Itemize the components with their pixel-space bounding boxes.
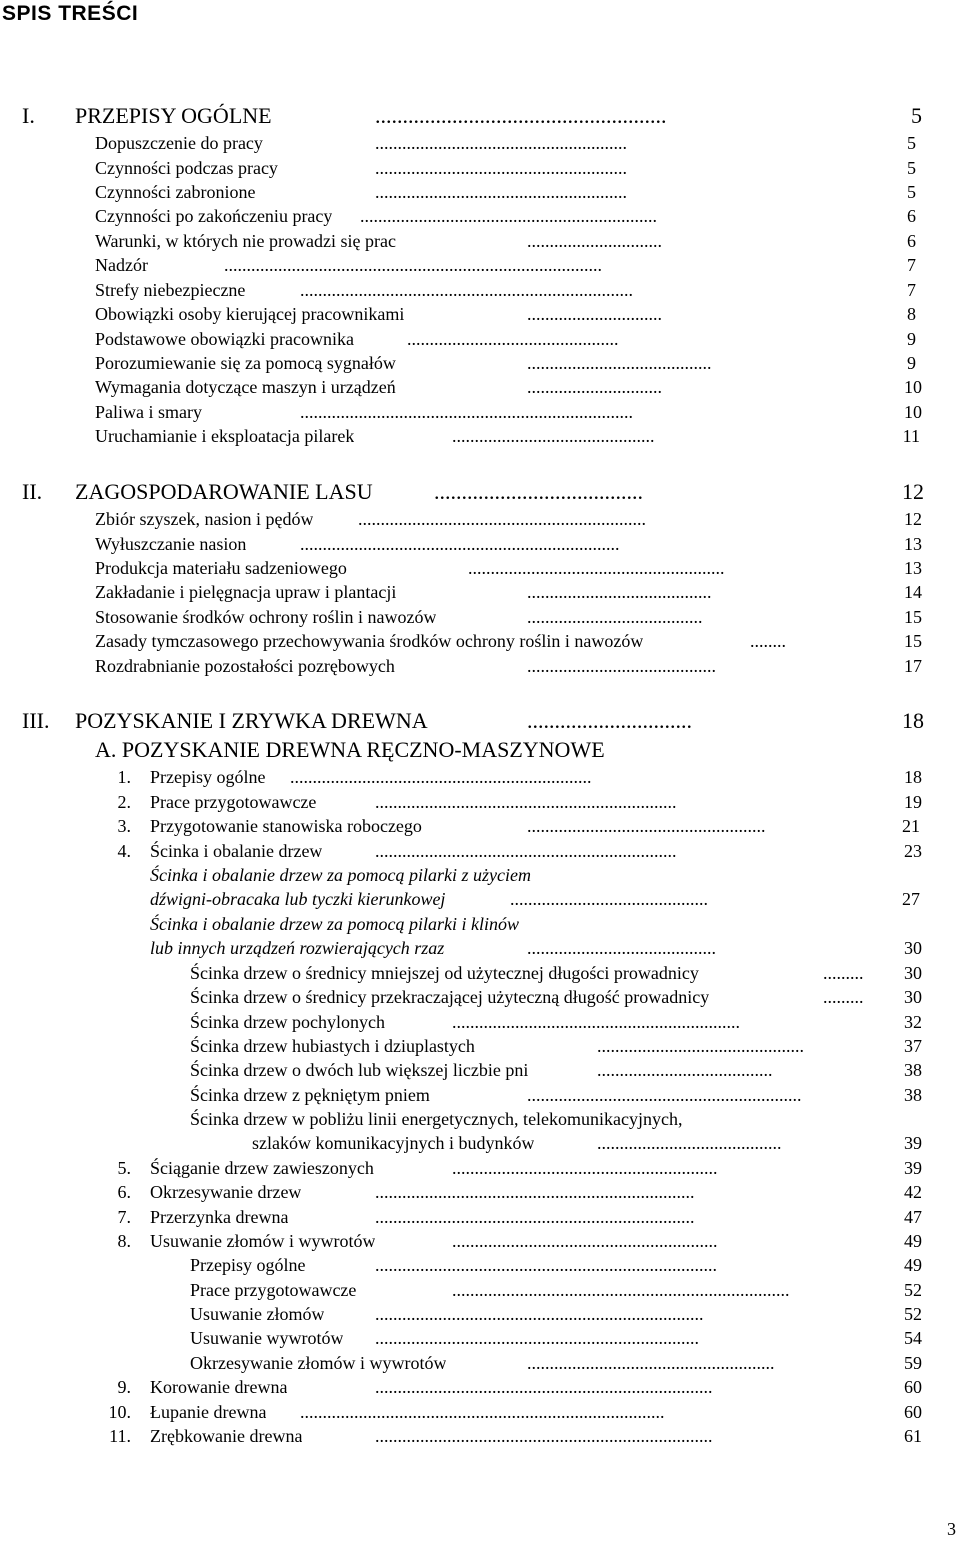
dot-leader: ......... [823,963,864,983]
item-number: 1. [117,767,131,787]
dot-leader: ................................................................................. [300,1402,665,1422]
toc-item[interactable] [0,605,960,629]
item-page: 6 [907,206,916,226]
item-label: Przerzynka drewna [150,1207,289,1227]
item-page: 9 [907,329,916,349]
item-page: 17 [904,656,922,676]
item-label: Czynności po zakończeniu pracy [95,206,333,226]
part-page: 18 [902,708,924,733]
item-label: Wyłuszczanie nasion [95,534,247,554]
dot-leader: ........................................................................... [452,1280,790,1300]
item-number: 5. [117,1158,131,1178]
dot-leader: ........ [750,631,786,651]
dot-leader: ....................................... [527,607,703,627]
dot-leader: .................................................................. [360,206,657,226]
item-page: 7 [907,280,916,300]
dot-leader: ......................................... [527,353,712,373]
toc-item[interactable] [0,204,960,228]
item-label: Przygotowanie stanowiska roboczego [150,816,422,836]
toc-item[interactable] [0,936,960,960]
item-number: 11. [109,1426,131,1446]
item-label: Okrzesywanie drzew [150,1182,302,1202]
toc-item[interactable] [0,814,960,838]
toc-item[interactable] [0,1424,960,1448]
toc-item[interactable] [0,156,960,180]
toc-part-2[interactable] [0,477,960,507]
toc-item[interactable] [0,532,960,556]
item-label: Zakładanie i pielęgnacja upraw i plantacji [95,582,397,602]
item-label: Produkcja materiału sadzeniowego [95,558,347,578]
item-page: 10 [904,402,922,422]
dot-leader: ........................................................ [375,182,627,202]
dot-leader: ......................................................... [468,558,725,578]
part-number: II. [22,479,43,504]
item-number: 6. [117,1182,131,1202]
toc-item[interactable] [0,985,960,1009]
part-number: III. [22,708,50,733]
toc-item[interactable] [0,1131,960,1155]
item-label: Ścinka drzew o średnicy przekraczającej użyteczną długość prowadnicy [190,987,710,1007]
item-page: 49 [904,1231,922,1251]
toc-item[interactable] [0,556,960,580]
item-page: 6 [907,231,916,251]
toc-part-3[interactable] [0,706,960,736]
dot-leader: ..................................................... [527,816,766,836]
item-label: Zasady tymczasowego przechowywania środków ochrony roślin i nawozów [95,631,644,651]
item-page: 15 [904,631,922,651]
item-label: Zbiór szyszek, nasion i pędów [95,509,314,529]
toc-item[interactable] [0,424,960,448]
dot-leader: .............................. [527,708,692,733]
item-label: Rozdrabnianie pozostałości pozrębowych [95,656,395,676]
toc-item[interactable] [0,1180,960,1204]
item-page: 18 [904,767,922,787]
dot-leader: .......................................... [527,938,716,958]
item-page: 21 [902,816,920,836]
toc-item[interactable] [0,278,960,302]
dot-leader: ........................................................ [375,133,627,153]
item-page: 32 [904,1012,922,1032]
toc-item-line[interactable] [0,912,960,936]
item-page: 11 [902,426,920,446]
toc-item[interactable] [0,654,960,678]
toc-item[interactable] [0,1034,960,1058]
dot-leader: ..................................................... [375,103,667,128]
dot-leader: ........................................................................... [375,1377,713,1397]
toc-item[interactable] [0,1302,960,1326]
item-page: 52 [904,1280,922,1300]
toc-item[interactable] [0,629,960,653]
item-number: 9. [117,1377,131,1397]
part-number: I. [22,103,35,128]
item-page: 27 [902,889,920,909]
toc-item[interactable] [0,1205,960,1229]
item-label: Ścinka i obalanie drzew za pomocą pilarki i klinów [150,914,519,934]
dot-leader: ............................................................. [527,1085,802,1105]
item-page: 30 [904,963,922,983]
item-page: 13 [904,534,922,554]
item-label: Przepisy ogólne [190,1255,306,1275]
toc-item[interactable] [0,375,960,399]
item-page: 42 [904,1182,922,1202]
toc-item[interactable] [0,1326,960,1350]
toc-item[interactable] [0,400,960,424]
dot-leader: .......................................... [527,656,716,676]
item-page: 59 [904,1353,922,1373]
item-number: 3. [117,816,131,836]
item-number: 10. [108,1402,131,1422]
toc-item[interactable] [0,1351,960,1375]
dot-leader: ................................................................ [452,1012,740,1032]
dot-leader: ....................................................................... [375,1182,695,1202]
item-label: Ściąganie drzew zawieszonych [150,1158,374,1178]
toc-item[interactable] [0,1156,960,1180]
item-label: Porozumiewanie się za pomocą sygnałów [95,353,396,373]
item-page: 52 [904,1304,922,1324]
item-label: Nadzór [95,255,148,275]
dot-leader: ................................................................ [358,509,646,529]
item-page: 23 [904,841,922,861]
item-page: 10 [904,377,922,397]
item-number: 2. [117,792,131,812]
page-title: SPIS TREŚCI [2,2,139,25]
toc-item[interactable] [0,790,960,814]
item-label: Usuwanie złomów i wywrotów [150,1231,376,1251]
item-page: 5 [907,182,916,202]
item-label: Prace przygotowawcze [190,1280,357,1300]
item-label: Ścinka drzew o dwóch lub większej liczbie pni [190,1060,529,1080]
item-label: Dopuszczenie do pracy [95,133,263,153]
item-number: 8. [117,1231,131,1251]
toc-item[interactable] [0,1253,960,1277]
toc-item[interactable] [0,180,960,204]
toc-item[interactable] [0,229,960,253]
toc-item[interactable] [0,765,960,789]
toc-item[interactable] [0,1010,960,1034]
toc-item-line[interactable] [0,1107,960,1131]
dot-leader: ......................................... [527,582,712,602]
item-page: 14 [904,582,922,602]
toc-item[interactable] [0,351,960,375]
toc-item[interactable] [0,327,960,351]
item-label: Strefy niebezpieczne [95,280,246,300]
item-label: Uruchamianie i eksploatacja pilarek [95,426,355,446]
item-label: Wymagania dotyczące maszyn i urządzeń [95,377,396,397]
dot-leader: ............................................. [452,426,655,446]
item-label: Ścinka drzew hubiastych i dziuplastych [190,1036,475,1056]
toc-item[interactable] [0,580,960,604]
item-page: 8 [907,304,916,324]
dot-leader: .............................. [527,304,662,324]
item-label: Korowanie drewna [150,1377,288,1397]
dot-leader: ................................................................... [375,841,677,861]
item-page: 39 [904,1158,922,1178]
toc-item[interactable] [0,302,960,326]
item-label: Stosowanie środków ochrony roślin i nawozów [95,607,437,627]
dot-leader: ................................................................... [290,767,592,787]
toc-item[interactable] [0,131,960,155]
toc-item[interactable] [0,1229,960,1253]
dot-leader: ....................................................... [527,1353,775,1373]
dot-leader: ............................................... [407,329,619,349]
toc-item[interactable] [0,507,960,531]
item-label: Obowiązki osoby kierującej pracownikami [95,304,405,324]
item-page: 49 [904,1255,922,1275]
item-page: 7 [907,255,916,275]
item-page: 5 [907,158,916,178]
dot-leader: ....................................................................... [300,534,620,554]
item-label: Czynności podczas pracy [95,158,278,178]
item-label: Prace przygotowawcze [150,792,317,812]
item-page: 30 [904,987,922,1007]
dot-leader: .................................................................................... [224,255,602,275]
toc-item[interactable] [0,1278,960,1302]
section-title: A. POZYSKANIE DREWNA RĘCZNO-MASZYNOWE [95,737,605,762]
dot-leader: .............................. [527,231,662,251]
item-page: 9 [907,353,916,373]
toc-item[interactable] [0,1375,960,1399]
dot-leader: ................................................................... [375,792,677,812]
item-page: 61 [904,1426,922,1446]
dot-leader: ........................................................................ [375,1328,699,1348]
part-page: 12 [902,479,924,504]
item-label: Ścinka drzew w pobliżu linii energetycznych, telekomunikacyjnych, [190,1109,683,1129]
toc-item[interactable] [0,1400,960,1424]
toc-section[interactable] [0,735,960,765]
item-label: Okrzesywanie złomów i wywrotów [190,1353,447,1373]
item-label: Usuwanie złomów [190,1304,325,1324]
dot-leader: ....................................................................... [375,1207,695,1227]
item-page: 13 [904,558,922,578]
toc-item[interactable] [0,1058,960,1082]
item-page: 39 [904,1133,922,1153]
item-label: lub innych urządzeń rozwierających rzaz [150,938,445,958]
part-title: ZAGOSPODAROWANIE LASU [75,479,373,504]
dot-leader: .............................. [527,377,662,397]
dot-leader: ......................................................................... [375,1304,704,1324]
dot-leader: ......... [823,987,864,1007]
item-label: Ścinka i obalanie drzew za pomocą pilarki z użyciem [150,865,531,885]
item-number: 4. [117,841,131,861]
item-label: Ścinka drzew z pękniętym pniem [190,1085,430,1105]
item-label: Zrębkowanie drewna [150,1426,303,1446]
item-label: Ścinka drzew o średnicy mniejszej od użytecznej długości prowadnicy [190,963,699,983]
item-label: Ścinka i obalanie drzew [150,841,323,861]
dot-leader: .......................................................................... [300,402,633,422]
item-page: 54 [904,1328,922,1348]
item-label: Ścinka drzew pochylonych [190,1012,385,1032]
toc-item[interactable] [0,887,960,911]
item-page: 37 [904,1036,922,1056]
dot-leader: ...................................... [434,479,643,504]
item-page: 15 [904,607,922,627]
item-page: 47 [904,1207,922,1227]
item-label: Czynności zabronione [95,182,256,202]
toc-item-line[interactable] [0,863,960,887]
item-label: szlaków komunikacyjnych i budynków [252,1133,535,1153]
dot-leader: ........................................................... [452,1231,718,1251]
toc-item[interactable] [0,961,960,985]
item-label: Paliwa i smary [95,402,202,422]
dot-leader: ........................................................... [452,1158,718,1178]
toc-part-1[interactable] [0,101,960,131]
item-label: Usuwanie wywrotów [190,1328,344,1348]
item-page: 30 [904,938,922,958]
dot-leader: ....................................... [597,1060,773,1080]
item-label: Warunki, w których nie prowadzi się prac [95,231,396,251]
dot-leader: ............................................ [510,889,708,909]
dot-leader: .......................................................................... [300,280,633,300]
item-page: 19 [904,792,922,812]
item-label: Przepisy ogólne [150,767,266,787]
item-page: 38 [904,1085,922,1105]
dot-leader: ........................................................................... [375,1426,713,1446]
item-page: 12 [904,509,922,529]
dot-leader: .............................................. [597,1036,804,1056]
toc-item[interactable] [0,1083,960,1107]
dot-leader: ............................................................................ [375,1255,717,1275]
part-title: POZYSKANIE I ZRYWKA DREWNA [75,708,428,733]
item-page: 60 [904,1377,922,1397]
item-label: Podstawowe obowiązki pracownika [95,329,354,349]
item-number: 7. [117,1207,131,1227]
toc-item[interactable] [0,839,960,863]
page-number: 3 [947,1519,956,1539]
part-page: 5 [911,103,922,128]
item-page: 5 [907,133,916,153]
item-page: 38 [904,1060,922,1080]
item-label: dźwigni-obracaka lub tyczki kierunkowej [150,889,446,909]
item-page: 60 [904,1402,922,1422]
item-label: Łupanie drewna [150,1402,267,1422]
part-title: PRZEPISY OGÓLNE [75,103,272,128]
dot-leader: ......................................... [597,1133,782,1153]
dot-leader: ........................................................ [375,158,627,178]
toc-item[interactable] [0,253,960,277]
